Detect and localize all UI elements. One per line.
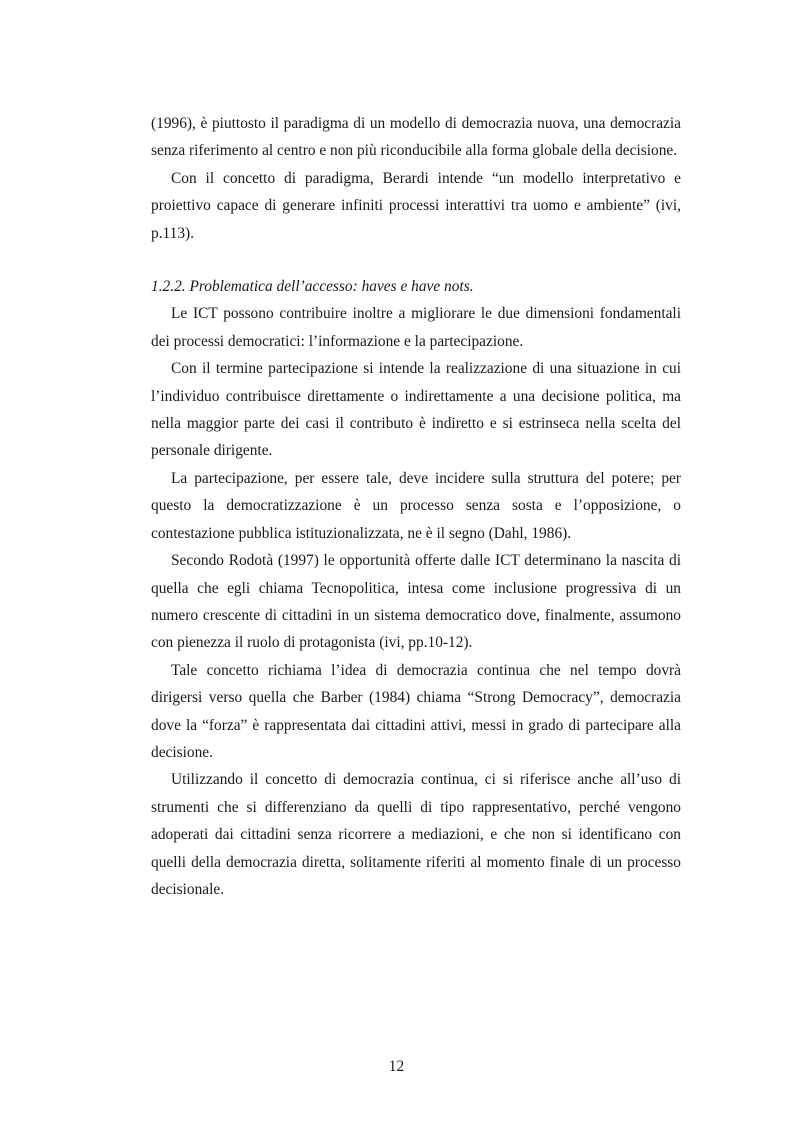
paragraph-strumenti: Utilizzando il concetto di democrazia continua, ci si riferisce anche all’uso di strumenti che si differenziano da quelli di tipo rappresentativo, perché vengono adoperati dai cittadini senza ricorrere a mediazioni, e che non si identificano con quelli della democrazia diretta, solitamente riferiti al momento finale di un processo decisionale. [151, 771, 681, 898]
page-body [151, 110, 681, 903]
paragraph-continuation: (1996), è piuttosto il paradigma di un modello di democrazia nuova, una democrazia senza riferimento al centro e non più riconducibile alla forma globale della decisione. [151, 115, 681, 160]
paragraph-potere: La partecipazione, per essere tale, deve incidere sulla struttura del potere; per questo la democratizzazione è un processo senza sosta e l’opposizione, o contestazione pubblica istituzionalizzata, ne è il segno (Dahl, 1986). [151, 469, 681, 542]
section-heading: 1.2.2. Problematica dell’accesso: haves e have nots. [151, 278, 474, 296]
paragraph-ict: Le ICT possono contribuire inoltre a migliorare le due dimensioni fondamentali dei processi democratici: l’informazione e la partecipazione. [151, 305, 681, 350]
paragraph-paradigma: Con il concetto di paradigma, Berardi intende “un modello interpretativo e proiettivo capace di generare infiniti processi interattivi tra uomo e ambiente” (ivi, p.113). [151, 169, 681, 242]
paragraph-rodota: Secondo Rodotà (1997) le opportunità offerte dalle ICT determinano la nascita di quella che egli chiama Tecnopolitica, intesa come inclusione progressiva di un numero crescente di cittadini in un sistema democratico dove, finalmente, assumono con pienezza il ruolo di protagonista (ivi, pp.10-12). [151, 552, 681, 652]
paragraph-democrazia-continua: Tale concetto richiama l’idea di democrazia continua che nel tempo dovrà dirigersi verso quella che Barber (1984) chiama “Strong Democracy”, democrazia dove la “forza” è rappresentata dai cittadini attivi, messi in grado di partecipare alla decisione. [151, 661, 681, 761]
page-number: 12 [388, 1058, 405, 1075]
paragraph-partecipazione: Con il termine partecipazione si intende la realizzazione di una situazione in cui l’individuo contribuisce direttamente o indirettamente a una decisione politica, ma nella maggior parte dei casi il contributo è indiretto e si estrinseca nella scelta del personale dirigente. [151, 360, 681, 460]
